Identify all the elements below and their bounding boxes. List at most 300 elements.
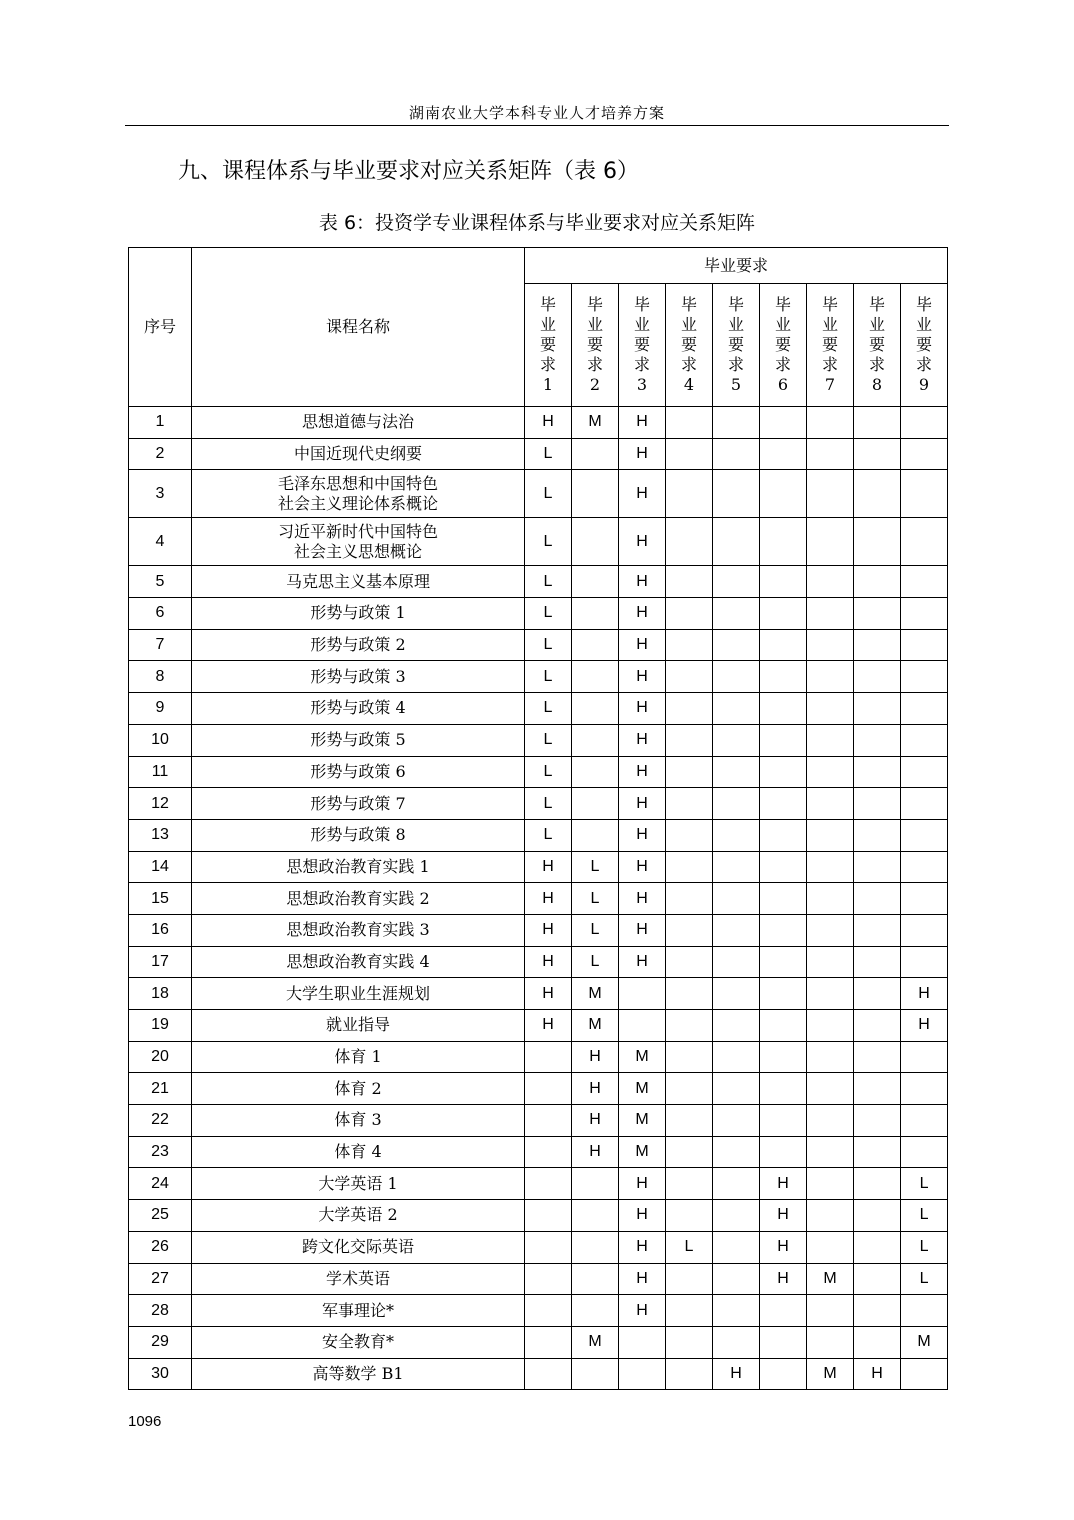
requirement-7-mark-cell (807, 851, 854, 883)
requirement-5-mark-cell (713, 914, 760, 946)
requirement-8-mark-cell (854, 438, 901, 470)
table-row (129, 1200, 948, 1232)
col-header-requirement-5: 毕 业 要 求 5 (713, 284, 760, 407)
requirement-5-mark-cell (713, 819, 760, 851)
requirement-5-mark-cell (713, 661, 760, 693)
col-header-number: 序号 (129, 248, 192, 407)
matrix-body (129, 407, 948, 1390)
course-name-cell: 跨文化交际英语 (192, 1231, 525, 1263)
requirement-9-mark-cell (901, 788, 948, 820)
requirement-3-mark-cell: H (619, 661, 666, 693)
requirement-6-mark-cell (760, 978, 807, 1010)
requirement-7-mark-cell (807, 629, 854, 661)
requirement-2-mark-cell: L (572, 914, 619, 946)
requirement-4-mark-cell (666, 438, 713, 470)
requirement-5-mark-cell (713, 1231, 760, 1263)
course-name-cell: 体育 3 (192, 1105, 525, 1137)
requirement-9-mark-cell (901, 756, 948, 788)
requirement-7-mark-cell (807, 756, 854, 788)
requirement-6-mark-cell (760, 851, 807, 883)
requirement-9-mark-cell (901, 946, 948, 978)
requirement-6-mark-cell (760, 470, 807, 518)
requirement-3-mark-cell: H (619, 851, 666, 883)
requirement-3-mark-cell: M (619, 1105, 666, 1137)
requirement-8-mark-cell (854, 661, 901, 693)
requirement-7-mark-cell (807, 1168, 854, 1200)
requirement-8-mark-cell (854, 756, 901, 788)
requirement-8-mark-cell (854, 1041, 901, 1073)
requirement-2-mark-cell (572, 819, 619, 851)
requirement-3-mark-cell: M (619, 1136, 666, 1168)
requirement-2-mark-cell (572, 693, 619, 725)
table-row (129, 978, 948, 1010)
requirement-1-mark-cell: H (525, 851, 572, 883)
table-row (129, 1168, 948, 1200)
row-number-cell: 27 (129, 1263, 192, 1295)
requirement-3-mark-cell: H (619, 566, 666, 598)
requirement-1-mark-cell: H (525, 946, 572, 978)
requirement-1-mark-cell: L (525, 819, 572, 851)
requirement-7-mark-cell (807, 1136, 854, 1168)
requirement-9-mark-cell (901, 819, 948, 851)
table-row (129, 1073, 948, 1105)
row-number-cell: 23 (129, 1136, 192, 1168)
requirement-2-mark-cell: H (572, 1136, 619, 1168)
requirement-1-mark-cell: L (525, 756, 572, 788)
course-name-cell: 体育 2 (192, 1073, 525, 1105)
requirement-4-mark-cell (666, 629, 713, 661)
requirement-4-mark-cell (666, 598, 713, 630)
course-name-cell: 形势与政策 4 (192, 693, 525, 725)
row-number-cell: 10 (129, 724, 192, 756)
requirement-3-mark-cell: H (619, 946, 666, 978)
row-number-cell: 25 (129, 1200, 192, 1232)
requirement-5-mark-cell (713, 693, 760, 725)
requirement-3-mark-cell (619, 1010, 666, 1042)
requirement-2-mark-cell: M (572, 1010, 619, 1042)
requirement-1-mark-cell: H (525, 978, 572, 1010)
requirement-6-mark-cell (760, 1326, 807, 1358)
course-name-cell: 形势与政策 7 (192, 788, 525, 820)
requirement-8-mark-cell (854, 407, 901, 439)
requirement-1-mark-cell (525, 1326, 572, 1358)
requirement-2-mark-cell: M (572, 1326, 619, 1358)
course-name-cell: 思想政治教育实践 4 (192, 946, 525, 978)
requirement-1-mark-cell: L (525, 438, 572, 470)
table-row (129, 756, 948, 788)
row-number-cell: 5 (129, 566, 192, 598)
requirement-4-mark-cell (666, 819, 713, 851)
requirement-1-mark-cell (525, 1200, 572, 1232)
requirement-5-mark-cell (713, 756, 760, 788)
requirement-4-mark-cell (666, 724, 713, 756)
row-number-cell: 30 (129, 1358, 192, 1390)
requirement-1-mark-cell (525, 1168, 572, 1200)
course-name-cell: 就业指导 (192, 1010, 525, 1042)
col-header-requirement-3: 毕 业 要 求 3 (619, 284, 666, 407)
course-name-cell: 毛泽东思想和中国特色 社会主义理论体系概论 (192, 470, 525, 518)
requirement-4-mark-cell (666, 661, 713, 693)
requirement-2-mark-cell (572, 1358, 619, 1390)
row-number-cell: 26 (129, 1231, 192, 1263)
requirement-1-mark-cell: L (525, 598, 572, 630)
requirement-3-mark-cell: H (619, 819, 666, 851)
section-title: 九、课程体系与毕业要求对应关系矩阵（表 6） (178, 159, 639, 184)
requirement-2-mark-cell (572, 1168, 619, 1200)
requirement-5-mark-cell (713, 851, 760, 883)
table-row (129, 470, 948, 518)
row-number-cell: 29 (129, 1326, 192, 1358)
requirement-6-mark-cell (760, 788, 807, 820)
requirement-4-mark-cell (666, 1136, 713, 1168)
col-header-graduation-requirements: 毕业要求 (525, 248, 948, 284)
table-row (129, 788, 948, 820)
requirement-5-mark-cell (713, 598, 760, 630)
requirement-7-mark-cell (807, 518, 854, 566)
requirement-5-mark-cell (713, 407, 760, 439)
requirement-9-mark-cell: H (901, 1010, 948, 1042)
requirement-7-mark-cell (807, 883, 854, 915)
table-row (129, 1010, 948, 1042)
requirement-9-mark-cell (901, 566, 948, 598)
requirement-8-mark-cell (854, 1231, 901, 1263)
table-row (129, 1041, 948, 1073)
requirement-1-mark-cell: L (525, 724, 572, 756)
requirement-4-mark-cell (666, 407, 713, 439)
requirement-9-mark-cell (901, 518, 948, 566)
col-header-requirement-6: 毕 业 要 求 6 (760, 284, 807, 407)
row-number-cell: 18 (129, 978, 192, 1010)
requirement-7-mark-cell (807, 1231, 854, 1263)
requirement-8-mark-cell (854, 566, 901, 598)
requirement-5-mark-cell (713, 438, 760, 470)
requirement-4-mark-cell (666, 883, 713, 915)
requirement-2-mark-cell (572, 1200, 619, 1232)
requirement-8-mark-cell (854, 629, 901, 661)
requirement-2-mark-cell (572, 629, 619, 661)
requirement-5-mark-cell (713, 883, 760, 915)
course-name-cell: 马克思主义基本原理 (192, 566, 525, 598)
requirement-6-mark-cell (760, 756, 807, 788)
header-row-group (129, 248, 948, 284)
course-name-cell: 大学英语 2 (192, 1200, 525, 1232)
requirement-3-mark-cell: H (619, 724, 666, 756)
requirement-2-mark-cell (572, 1231, 619, 1263)
requirement-1-mark-cell: L (525, 661, 572, 693)
requirement-2-mark-cell (572, 756, 619, 788)
course-name-cell: 形势与政策 2 (192, 629, 525, 661)
table-row (129, 1358, 948, 1390)
requirement-1-mark-cell: H (525, 407, 572, 439)
requirement-8-mark-cell (854, 819, 901, 851)
col-header-requirement-8: 毕 业 要 求 8 (854, 284, 901, 407)
course-name-cell: 习近平新时代中国特色 社会主义思想概论 (192, 518, 525, 566)
requirement-6-mark-cell (760, 661, 807, 693)
requirement-8-mark-cell (854, 1105, 901, 1137)
requirement-4-mark-cell (666, 1263, 713, 1295)
course-name-cell: 体育 4 (192, 1136, 525, 1168)
requirement-6-mark-cell: H (760, 1263, 807, 1295)
requirement-8-mark-cell (854, 851, 901, 883)
requirement-3-mark-cell: H (619, 438, 666, 470)
table-row (129, 407, 948, 439)
requirement-9-mark-cell (901, 693, 948, 725)
row-number-cell: 14 (129, 851, 192, 883)
requirement-9-mark-cell (901, 851, 948, 883)
requirement-4-mark-cell (666, 470, 713, 518)
table-title: 表 6：投资学专业课程体系与毕业要求对应关系矩阵 (318, 212, 756, 234)
course-name-cell: 体育 1 (192, 1041, 525, 1073)
requirement-8-mark-cell: H (854, 1358, 901, 1390)
requirement-6-mark-cell (760, 518, 807, 566)
requirement-8-mark-cell (854, 788, 901, 820)
page-number: 1096 (128, 1413, 162, 1430)
table-row (129, 693, 948, 725)
requirement-9-mark-cell (901, 1105, 948, 1137)
requirement-7-mark-cell (807, 946, 854, 978)
course-name-cell: 思想政治教育实践 1 (192, 851, 525, 883)
row-number-cell: 3 (129, 470, 192, 518)
requirement-8-mark-cell (854, 1200, 901, 1232)
table-row (129, 1263, 948, 1295)
requirement-4-mark-cell (666, 1105, 713, 1137)
requirement-7-mark-cell (807, 598, 854, 630)
col-header-requirement-9: 毕 业 要 求 9 (901, 284, 948, 407)
table-row (129, 724, 948, 756)
requirement-9-mark-cell (901, 883, 948, 915)
requirement-4-mark-cell (666, 851, 713, 883)
table-row (129, 1326, 948, 1358)
course-name-cell: 中国近现代史纲要 (192, 438, 525, 470)
requirement-3-mark-cell (619, 1326, 666, 1358)
requirement-7-mark-cell (807, 566, 854, 598)
requirement-2-mark-cell (572, 724, 619, 756)
requirement-4-mark-cell (666, 566, 713, 598)
course-name-cell: 大学英语 1 (192, 1168, 525, 1200)
requirement-1-mark-cell (525, 1041, 572, 1073)
requirement-6-mark-cell (760, 914, 807, 946)
requirement-8-mark-cell (854, 946, 901, 978)
table-row (129, 1295, 948, 1327)
row-number-cell: 21 (129, 1073, 192, 1105)
requirement-8-mark-cell (854, 1010, 901, 1042)
requirement-4-mark-cell (666, 914, 713, 946)
requirement-7-mark-cell (807, 661, 854, 693)
running-header: 湖南农业大学本科专业人才培养方案 (408, 104, 665, 122)
requirement-9-mark-cell (901, 914, 948, 946)
requirement-7-mark-cell (807, 407, 854, 439)
requirement-5-mark-cell (713, 1200, 760, 1232)
col-header-requirement-2: 毕 业 要 求 2 (572, 284, 619, 407)
requirement-3-mark-cell: H (619, 1200, 666, 1232)
requirement-9-mark-cell (901, 438, 948, 470)
requirement-6-mark-cell (760, 724, 807, 756)
requirement-2-mark-cell (572, 1295, 619, 1327)
requirement-7-mark-cell (807, 693, 854, 725)
requirement-8-mark-cell (854, 914, 901, 946)
requirement-9-mark-cell (901, 629, 948, 661)
requirement-3-mark-cell: H (619, 470, 666, 518)
col-header-course-name: 课程名称 (192, 248, 525, 407)
requirement-7-mark-cell (807, 1073, 854, 1105)
requirement-1-mark-cell (525, 1358, 572, 1390)
requirement-1-mark-cell (525, 1295, 572, 1327)
requirement-4-mark-cell (666, 946, 713, 978)
requirement-2-mark-cell: L (572, 883, 619, 915)
course-name-cell: 思想政治教育实践 3 (192, 914, 525, 946)
row-number-cell: 7 (129, 629, 192, 661)
table-row (129, 1136, 948, 1168)
header-rule (125, 125, 949, 126)
requirement-9-mark-cell: L (901, 1263, 948, 1295)
course-name-cell: 形势与政策 8 (192, 819, 525, 851)
requirement-8-mark-cell (854, 978, 901, 1010)
requirement-6-mark-cell (760, 1105, 807, 1137)
requirement-9-mark-cell (901, 724, 948, 756)
row-number-cell: 15 (129, 883, 192, 915)
requirement-1-mark-cell: H (525, 914, 572, 946)
requirement-9-mark-cell (901, 1136, 948, 1168)
row-number-cell: 8 (129, 661, 192, 693)
row-number-cell: 11 (129, 756, 192, 788)
requirement-3-mark-cell (619, 1358, 666, 1390)
requirement-6-mark-cell (760, 819, 807, 851)
requirement-1-mark-cell: L (525, 518, 572, 566)
requirement-5-mark-cell (713, 629, 760, 661)
requirement-7-mark-cell (807, 724, 854, 756)
requirement-1-mark-cell: L (525, 566, 572, 598)
row-number-cell: 6 (129, 598, 192, 630)
requirement-6-mark-cell (760, 1073, 807, 1105)
requirement-5-mark-cell (713, 724, 760, 756)
requirement-1-mark-cell (525, 1105, 572, 1137)
requirement-6-mark-cell (760, 566, 807, 598)
requirement-2-mark-cell (572, 598, 619, 630)
requirement-2-mark-cell: M (572, 978, 619, 1010)
requirement-1-mark-cell: H (525, 1010, 572, 1042)
requirement-2-mark-cell (572, 661, 619, 693)
requirement-9-mark-cell (901, 407, 948, 439)
requirement-2-mark-cell: H (572, 1105, 619, 1137)
requirement-3-mark-cell: M (619, 1041, 666, 1073)
requirement-7-mark-cell (807, 788, 854, 820)
requirement-7-mark-cell (807, 1200, 854, 1232)
requirement-3-mark-cell: M (619, 1073, 666, 1105)
requirement-7-mark-cell: M (807, 1358, 854, 1390)
requirement-5-mark-cell (713, 1105, 760, 1137)
requirement-3-mark-cell: H (619, 1295, 666, 1327)
table-row (129, 914, 948, 946)
requirement-6-mark-cell (760, 1358, 807, 1390)
row-number-cell: 24 (129, 1168, 192, 1200)
row-number-cell: 1 (129, 407, 192, 439)
requirement-1-mark-cell (525, 1073, 572, 1105)
requirement-2-mark-cell (572, 566, 619, 598)
requirement-6-mark-cell (760, 438, 807, 470)
requirement-9-mark-cell (901, 1358, 948, 1390)
table-row (129, 629, 948, 661)
requirement-5-mark-cell (713, 1168, 760, 1200)
course-name-cell: 形势与政策 5 (192, 724, 525, 756)
requirement-5-mark-cell (713, 1041, 760, 1073)
row-number-cell: 9 (129, 693, 192, 725)
requirement-2-mark-cell: L (572, 946, 619, 978)
requirement-9-mark-cell: L (901, 1168, 948, 1200)
row-number-cell: 4 (129, 518, 192, 566)
requirement-5-mark-cell (713, 1295, 760, 1327)
course-name-cell: 学术英语 (192, 1263, 525, 1295)
row-number-cell: 13 (129, 819, 192, 851)
requirement-8-mark-cell (854, 518, 901, 566)
requirement-9-mark-cell: L (901, 1200, 948, 1232)
requirement-4-mark-cell (666, 1010, 713, 1042)
table-row (129, 946, 948, 978)
requirement-6-mark-cell: H (760, 1231, 807, 1263)
requirement-2-mark-cell (572, 518, 619, 566)
requirement-9-mark-cell (901, 661, 948, 693)
requirement-8-mark-cell (854, 1295, 901, 1327)
requirement-6-mark-cell (760, 1010, 807, 1042)
requirement-8-mark-cell (854, 598, 901, 630)
requirement-5-mark-cell (713, 1073, 760, 1105)
requirement-7-mark-cell (807, 819, 854, 851)
requirement-5-mark-cell (713, 946, 760, 978)
requirement-7-mark-cell (807, 1041, 854, 1073)
requirement-7-mark-cell (807, 978, 854, 1010)
requirement-5-mark-cell (713, 566, 760, 598)
row-number-cell: 28 (129, 1295, 192, 1327)
requirement-9-mark-cell (901, 470, 948, 518)
requirement-2-mark-cell (572, 1263, 619, 1295)
table-row (129, 851, 948, 883)
requirement-5-mark-cell (713, 978, 760, 1010)
requirement-6-mark-cell (760, 407, 807, 439)
requirement-7-mark-cell (807, 1295, 854, 1327)
requirement-3-mark-cell: H (619, 407, 666, 439)
requirement-4-mark-cell (666, 1168, 713, 1200)
requirement-1-mark-cell: H (525, 883, 572, 915)
requirement-6-mark-cell (760, 1295, 807, 1327)
table-row (129, 598, 948, 630)
requirement-2-mark-cell: H (572, 1073, 619, 1105)
row-number-cell: 16 (129, 914, 192, 946)
requirement-4-mark-cell (666, 1073, 713, 1105)
course-name-cell: 形势与政策 6 (192, 756, 525, 788)
requirement-9-mark-cell: L (901, 1231, 948, 1263)
requirement-7-mark-cell: M (807, 1263, 854, 1295)
requirement-2-mark-cell (572, 470, 619, 518)
requirement-1-mark-cell: L (525, 470, 572, 518)
requirement-2-mark-cell: L (572, 851, 619, 883)
table-row (129, 661, 948, 693)
requirement-7-mark-cell (807, 914, 854, 946)
requirement-4-mark-cell (666, 1041, 713, 1073)
requirement-4-mark-cell (666, 693, 713, 725)
requirement-8-mark-cell (854, 724, 901, 756)
course-name-cell: 安全教育* (192, 1326, 525, 1358)
requirement-7-mark-cell (807, 470, 854, 518)
requirement-3-mark-cell: H (619, 1168, 666, 1200)
requirement-2-mark-cell (572, 438, 619, 470)
requirement-2-mark-cell (572, 788, 619, 820)
requirement-5-mark-cell (713, 1010, 760, 1042)
requirement-9-mark-cell: M (901, 1326, 948, 1358)
row-number-cell: 20 (129, 1041, 192, 1073)
requirement-8-mark-cell (854, 693, 901, 725)
col-header-requirement-7: 毕 业 要 求 7 (807, 284, 854, 407)
requirement-2-mark-cell: M (572, 407, 619, 439)
requirement-7-mark-cell (807, 1105, 854, 1137)
